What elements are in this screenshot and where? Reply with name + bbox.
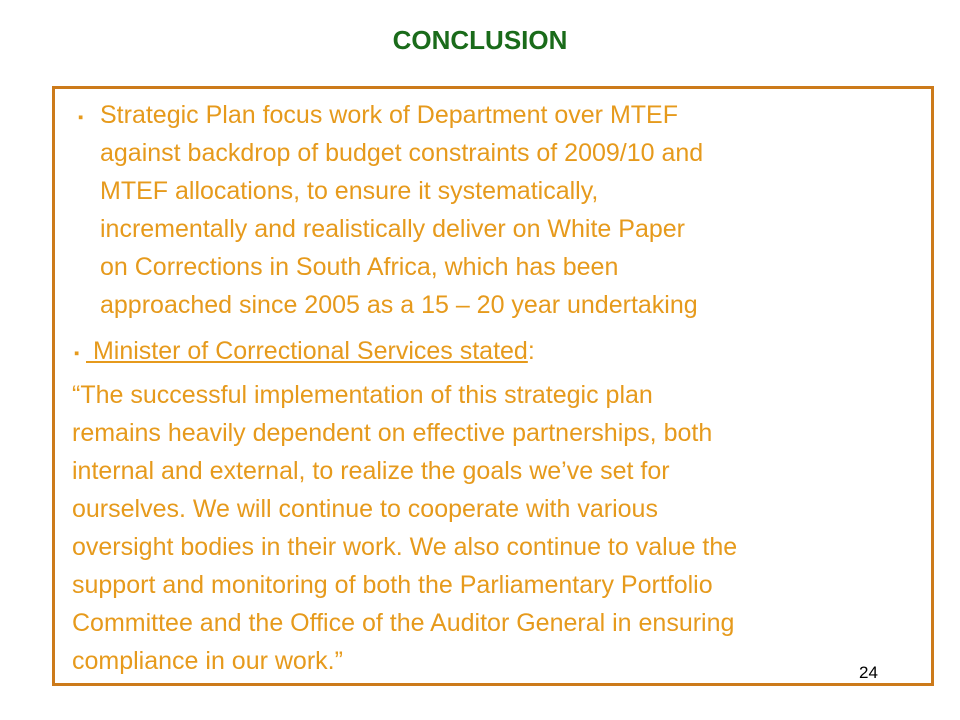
bullet2-underlined-text: Minister of Correctional Services stated [86, 337, 528, 365]
slide-title: CONCLUSION [392, 25, 568, 55]
bullet2-suffix: : [527, 337, 535, 365]
bullet1-line-4: incrementally and realistically deliver on White Paper [100, 215, 685, 243]
quote-line-6: support and monitoring of both the Parliamentary Portfolio [72, 571, 713, 599]
quote-line-8: compliance in our work.” [72, 647, 343, 675]
quote-line-3: internal and external, to realize the goals we’ve set for [72, 457, 670, 485]
bullet1-line-6: approached since 2005 as a 15 – 20 year undertaking [100, 291, 698, 319]
bullet1-line-3: MTEF allocations, to ensure it systematically, [100, 177, 599, 205]
quote-line-4: ourselves. We will continue to cooperate with various [72, 495, 658, 523]
page-number: 24 [859, 663, 878, 682]
quote-line-5: oversight bodies in their work. We also continue to value the [72, 533, 738, 561]
bullet1-line-1: Strategic Plan focus work of Department over MTEF [100, 101, 678, 129]
quote-line-7: Committee and the Office of the Auditor General in ensuring [72, 609, 735, 637]
bullet-marker-2: ▪ [74, 345, 80, 362]
bullet1-line-2: against backdrop of budget constraints of 2009/10 and [100, 139, 704, 167]
bullet2-line [86, 334, 535, 369]
bullet-marker-1: ▪ [78, 109, 84, 126]
quote-line-2: remains heavily dependent on effective partnerships, both [72, 419, 713, 447]
bullet1-line-5: on Corrections in South Africa, which has been [100, 253, 619, 281]
quote-line-1: “The successful implementation of this strategic plan [72, 381, 653, 409]
